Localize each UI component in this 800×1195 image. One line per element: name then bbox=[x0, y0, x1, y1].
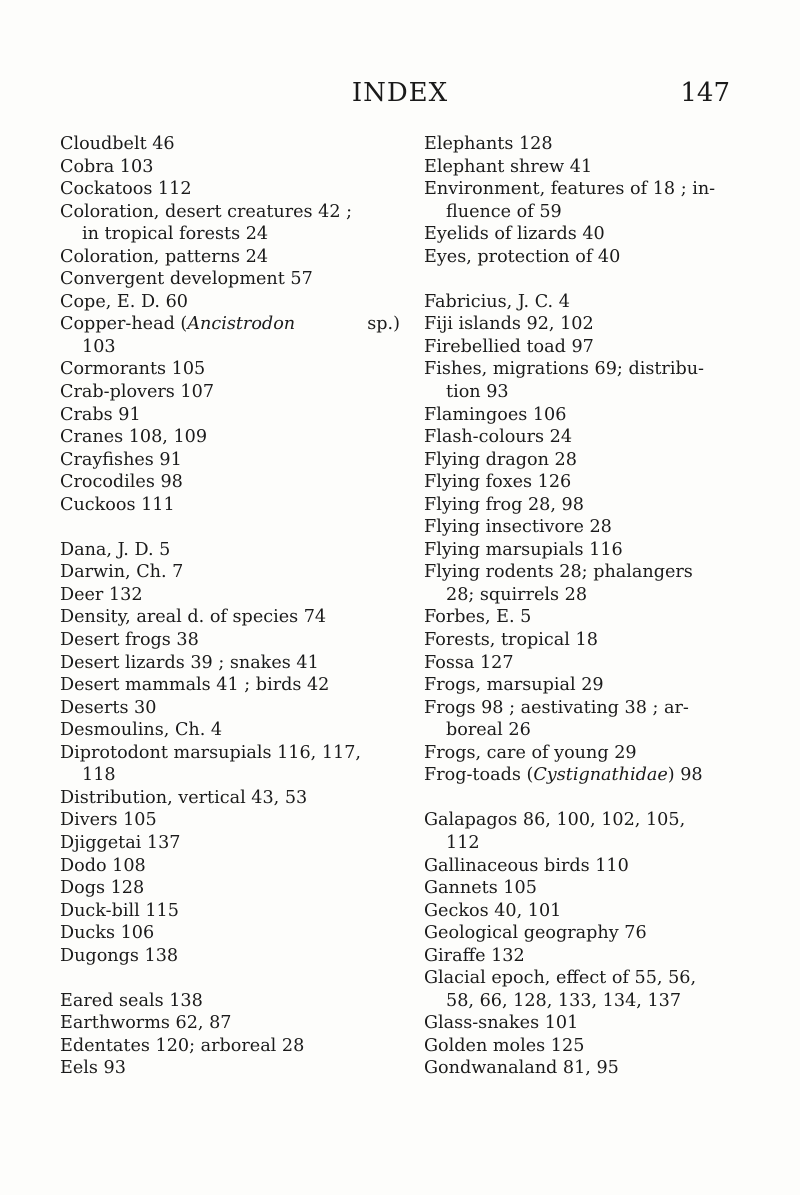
index-entry: Fiji islands 92, 102 bbox=[424, 314, 594, 335]
index-entry: Cormorants 105 bbox=[60, 359, 206, 380]
index-entry: Djiggetai 137 bbox=[60, 832, 181, 853]
index-entry: Density, areal d. of species 74 bbox=[60, 607, 327, 628]
section-gap bbox=[60, 967, 400, 990]
index-entry-continuation: 118 bbox=[82, 765, 116, 786]
index-entry: Crayfishes 91 bbox=[60, 449, 182, 470]
index-entry-continuation: 112 bbox=[446, 832, 480, 853]
index-entry: Cloudbelt 46 bbox=[60, 134, 175, 154]
index-entry: Galapagos 86, 100, 102, 105, bbox=[424, 810, 686, 831]
index-entry: Cockatoos 112 bbox=[60, 179, 192, 200]
index-entry: Flying insectivore 28 bbox=[424, 517, 612, 538]
index-entry: Cuckoos 111 bbox=[60, 494, 175, 515]
index-entry: Glass-snakes 101 bbox=[424, 1013, 579, 1034]
index-entry-continuation: 28; squirrels 28 bbox=[446, 584, 588, 605]
index-entry-continuation: in tropical forests 24 bbox=[82, 224, 269, 245]
entry-latin-name: Ancistrodon bbox=[187, 314, 296, 335]
section-gap bbox=[424, 787, 740, 810]
index-entry: Deserts 30 bbox=[60, 697, 157, 718]
index-entry: Eyes, protection of 40 bbox=[424, 246, 621, 267]
index-entry: Eyelids of lizards 40 bbox=[424, 224, 605, 245]
index-entry: Desert mammals 41 ; birds 42 bbox=[60, 675, 330, 696]
index-entry: Fishes, migrations 69; distribu- bbox=[424, 359, 705, 380]
index-entry: Golden moles 125 bbox=[424, 1035, 585, 1056]
index-entry: Giraffe 132 bbox=[424, 945, 525, 966]
index-entry: Dana, J. D. 5 bbox=[60, 539, 171, 560]
index-entry: Fabricius, J. C. 4 bbox=[424, 291, 570, 312]
index-entry: Flying frog 28, 98 bbox=[424, 494, 584, 515]
page-title: INDEX bbox=[351, 78, 449, 108]
index-column-right bbox=[424, 133, 740, 1080]
index-entry: Desert frogs 38 bbox=[60, 630, 199, 651]
index-entry: Distribution, vertical 43, 53 bbox=[60, 787, 308, 808]
index-entry: Forbes, E. 5 bbox=[424, 607, 532, 628]
index-entry: Elephants 128 bbox=[424, 134, 553, 154]
index-entry: Frogs 98 ; aestivating 38 ; ar- bbox=[424, 697, 689, 718]
index-entry: Cranes 108, 109 bbox=[60, 427, 208, 448]
index-column-left bbox=[60, 133, 400, 1080]
index-entry: Deer 132 bbox=[60, 584, 143, 605]
index-entry: Duck-bill 115 bbox=[60, 900, 179, 921]
section-gap bbox=[424, 268, 740, 291]
index-entry: Flying dragon 28 bbox=[424, 449, 577, 470]
index-entry bbox=[60, 201, 400, 224]
index-entry: Frogs, marsupial 29 bbox=[424, 675, 604, 696]
index-entry: Gannets 105 bbox=[424, 878, 537, 899]
entry-text bbox=[60, 313, 295, 336]
entry-text-part: sp.) bbox=[367, 314, 400, 335]
index-entry: Cope, E. D. 60 bbox=[60, 291, 188, 312]
index-entry: Cobra 103 bbox=[60, 156, 154, 177]
entry-text: Coloration, desert creatures 42 ; bbox=[60, 201, 353, 222]
index-entry: Diprotodont marsupials 116, 117, bbox=[60, 742, 362, 763]
entry-latin-name: Cystignathidae bbox=[533, 765, 668, 786]
index-entry: Eared seals 138 bbox=[60, 990, 203, 1011]
index-entry bbox=[60, 313, 400, 336]
index-entry: Flying marsupials 116 bbox=[424, 539, 623, 560]
index-entry: Coloration, patterns 24 bbox=[60, 246, 269, 267]
running-head bbox=[0, 78, 800, 112]
index-entry: Dodo 108 bbox=[60, 855, 146, 876]
index-entry-continuation: 58, 66, 128, 133, 134, 137 bbox=[446, 990, 682, 1011]
entry-text-part: ) 98 bbox=[667, 765, 703, 786]
page-number: 147 bbox=[680, 78, 730, 108]
index-entry: Crab-plovers 107 bbox=[60, 382, 215, 403]
index-entry: Dugongs 138 bbox=[60, 945, 179, 966]
index-entry: Dogs 128 bbox=[60, 878, 145, 899]
index-entry-continuation: fluence of 59 bbox=[446, 201, 562, 222]
index-entry: Geckos 40, 101 bbox=[424, 900, 562, 921]
index-entry: Divers 105 bbox=[60, 810, 157, 831]
index-entry-continuation: 103 bbox=[82, 336, 116, 357]
index-entry: Fossa 127 bbox=[424, 652, 514, 673]
index-entry: Gallinaceous birds 110 bbox=[424, 855, 629, 876]
index-entry-continuation: tion 93 bbox=[446, 382, 509, 403]
index-entry: Flash-colours 24 bbox=[424, 427, 573, 448]
index-entry: Earthworms 62, 87 bbox=[60, 1013, 232, 1034]
index-entry: Environment, features of 18 ; in- bbox=[424, 179, 716, 200]
index-entry: Desmoulins, Ch. 4 bbox=[60, 720, 223, 741]
index-entry: Forests, tropical 18 bbox=[424, 630, 598, 651]
index-entry-continuation: boreal 26 bbox=[446, 720, 531, 741]
index-entry bbox=[424, 764, 740, 787]
index-entry: Geological geography 76 bbox=[424, 923, 647, 944]
index-entry: Ducks 106 bbox=[60, 923, 155, 944]
entry-text-part: Copper-head ( bbox=[60, 314, 188, 335]
section-gap bbox=[60, 516, 400, 539]
index-entry: Crabs 91 bbox=[60, 404, 141, 425]
index-entry: Edentates 120; arboreal 28 bbox=[60, 1035, 305, 1056]
index-entry: Convergent development 57 bbox=[60, 269, 313, 290]
index-entry: Darwin, Ch. 7 bbox=[60, 562, 184, 583]
index-entry: Flying rodents 28; phalangers bbox=[424, 562, 693, 583]
entry-text-part: Frog-toads ( bbox=[424, 765, 534, 786]
index-entry: Frogs, care of young 29 bbox=[424, 742, 637, 763]
index-entry: Glacial epoch, effect of 55, 56, bbox=[424, 968, 697, 989]
index-entry: Crocodiles 98 bbox=[60, 472, 183, 493]
index-entry: Firebellied toad 97 bbox=[424, 336, 594, 357]
index-entry: Flamingoes 106 bbox=[424, 404, 567, 425]
index-entry: Eels 93 bbox=[60, 1058, 126, 1079]
index-entry: Flying foxes 126 bbox=[424, 472, 572, 493]
index-entry: Gondwanaland 81, 95 bbox=[424, 1058, 619, 1079]
index-entry: Elephant shrew 41 bbox=[424, 156, 593, 177]
index-entry: Desert lizards 39 ; snakes 41 bbox=[60, 652, 319, 673]
